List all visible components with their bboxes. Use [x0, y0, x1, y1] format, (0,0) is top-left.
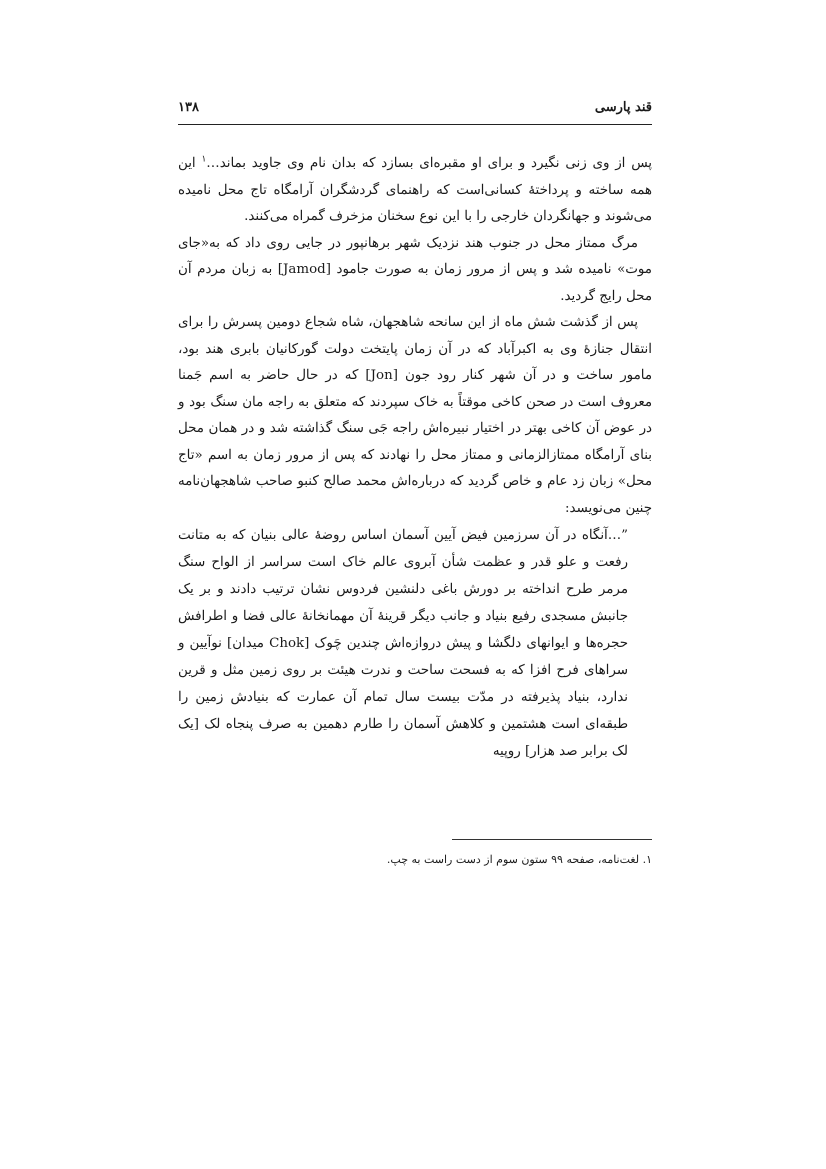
running-title: قند پارسی [594, 100, 652, 115]
footnote-reference: ۱ [201, 154, 207, 165]
footnote-divider [452, 839, 652, 840]
block-quote: ”…آنگاه در آن سرزمین فیض آیین آسمان اساس روضهٔ عالی بنیان که به متانت رفعت و علو قدر و عظمت شأن آبروی عالم خاک است سراسر از الواح سنگ مرمر طرح انداخته بر دورش باغی دلنشین فردوس نشان ترتیب دادند و بر یک جانبش مسجدی رفیع بنیاد و جانب دیگر قرینهٔ آن مهمانخانهٔ عالی فضا و اطرافش حجره‌ها و ایوانهای دلگشا و پیش دروازه‌اش چندین چَوک [Chok میدان] نوآیین و سراهای فرح افزا که به فسحت ساحت و ندرت هیئت بر روی زمین مثل و قرین ندارد، بنیاد پذیرفته در مدّت بیست سال تمام آن عمارت که بنیادش زمین را طبقه‌ای است هشتمین و کلاهش آسمان را طارم دهمین به صرف پنجاه لک [یک لک برابر صد هزار] روپیه [178, 528, 628, 759]
page-number: ۱۳۸ [178, 100, 199, 115]
page-header [178, 96, 652, 125]
paragraph-2: مرگ ممتاز محل در جنوب هند نزدیک شهر برهانپور در جایی روی داد که به«جای موت» نامیده شد و پس از مرور زمان به صورت جامود [Jamod] به زبان مردم آن محل رایج گردید. [178, 235, 652, 304]
paragraph-3: پس از گذشت شش ماه از این سانحه شاهجهان، شاه شجاع دومین پسرش را برای انتقال جنازهٔ وی به اکبرآباد که در آن زمان پایتخت دولت گورکانیان بابری هند بود، مامور ساخت و در آن شهر کنار رود جون [Jon] که در حال حاضر به اسم جَمنا معروف است در صحن کاخی موقتاً به خاک سپردند که متعلق به راجه مان سنگ بود و در عوض آن کاخی بهتر در اختیار نبیره‌اش راجه جَی سنگ گذاشته شد و در همان محل بنای آرامگاه ممتازالزمانی و ممتاز محل را نهادند که پس از مرور زمان به اسم «تاج محل» زبان زد عام و خاص گردید که درباره‌اش محمد صالح کنبو صاحب شاهجهان‌نامه چنین می‌نویسد: [178, 315, 652, 516]
body-text [178, 151, 652, 765]
paragraph-1-text: پس از وی زنی نگیرد و برای او مقبره‌ای بسازد که بدان نام وی جاوید بماند… [206, 156, 653, 171]
paragraph-1-text-after: این همه ساخته و پرداختهٔ کسانی‌است که راهنمای گردشگران آرامگاه تاج محل نامیده می‌شوند و جهانگردان خارجی را با این نوع سخنان مزخرف گمراه می‌کنند. [178, 156, 652, 224]
footnote: ۱. لغت‌نامه، صفحه ۹۹ ستون سوم از دست راست به چپ. [386, 853, 652, 866]
book-page [178, 96, 652, 996]
paragraph-1 [178, 151, 652, 231]
